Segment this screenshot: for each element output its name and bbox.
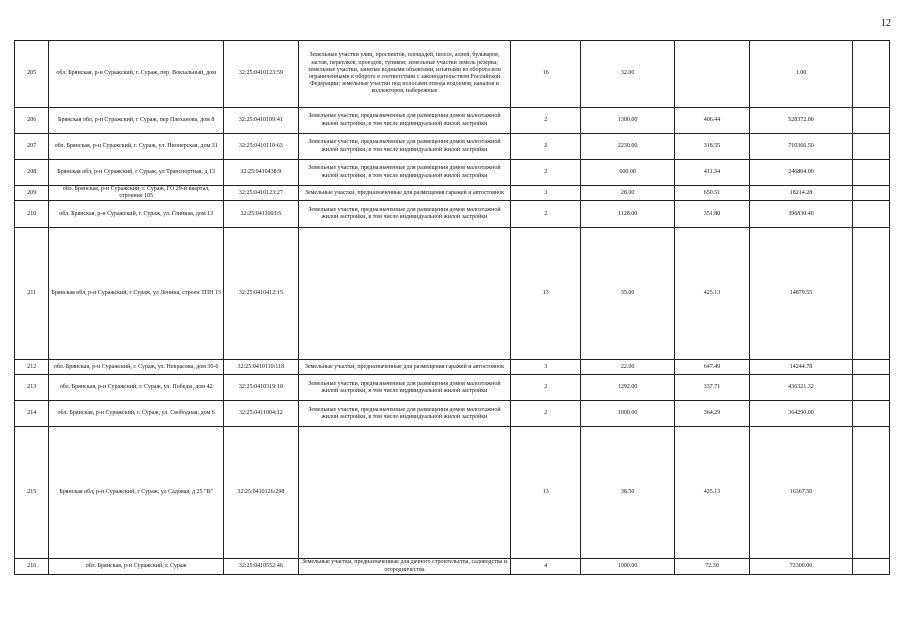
value-cell: 406.44: [675, 108, 750, 134]
rate-cell: 1128.00: [581, 201, 675, 228]
cadastral-number-cell: 32:25:0410319:10: [223, 375, 298, 401]
quantity-cell: 2: [511, 201, 581, 228]
rate-cell: 600.00: [581, 160, 675, 186]
rate-cell: 22.00: [581, 360, 675, 375]
sum-cell: 246804.00: [749, 160, 852, 186]
quantity-cell: 13: [511, 427, 581, 559]
empty-cell: [853, 360, 890, 375]
address-cell: Брянская обл, р-н Суражский, г Сураж, ул Транспортная, д 13: [49, 160, 224, 186]
row-number: 213: [15, 375, 49, 401]
address-cell: обл. Брянская, р-н Суражский, г. Сураж: [49, 559, 224, 574]
sum-cell: 72300.00: [749, 559, 852, 574]
value-cell: 364.29: [675, 401, 750, 427]
address-cell: обл. Брянская, р-н Суражский, г. Сураж, ул. Победы, дом 42: [49, 375, 224, 401]
quantity-cell: 3: [511, 360, 581, 375]
table-row: [15, 201, 890, 228]
rate-cell: 1000.00: [581, 401, 675, 427]
land-use-cell: [298, 228, 511, 360]
land-registry-table: [14, 40, 890, 575]
table-row: [15, 108, 890, 134]
row-number: 208: [15, 160, 49, 186]
rate-cell: 32.00: [581, 41, 675, 108]
land-use-cell: Земельные участки, предназначенные для размещения гаражей и автостоянок: [298, 360, 511, 375]
sum-cell: 16367.50: [749, 427, 852, 559]
table-row: [15, 559, 890, 574]
row-number: 216: [15, 559, 49, 574]
cadastral-number-cell: 32:25:0410552:46: [223, 559, 298, 574]
cadastral-number-cell: 32:25:0410110:118: [223, 360, 298, 375]
empty-cell: [853, 559, 890, 574]
land-use-cell: Земельные участки, предназначенные для дачного строительства, садоводства и огородничества: [298, 559, 511, 574]
row-number: 212: [15, 360, 49, 375]
empty-cell: [853, 108, 890, 134]
empty-cell: [853, 160, 890, 186]
table-row: [15, 375, 890, 401]
sum-cell: 18214.28: [749, 186, 852, 201]
rate-cell: 1000.00: [581, 559, 675, 574]
land-use-cell: Земельные участки, предназначенные для размещения домов малоэтажной жилой застройки, в том числе индивидуальной жилой застройки: [298, 401, 511, 427]
empty-cell: [853, 134, 890, 160]
row-number: 211: [15, 228, 49, 360]
land-use-cell: Земельные участки, предназначенные для размещения домов малоэтажной жилой застройки, в том числе индивидуальной жилой застройки: [298, 108, 511, 134]
rate-cell: 28.00: [581, 186, 675, 201]
sum-cell: 436321.32: [749, 375, 852, 401]
quantity-cell: 16: [511, 41, 581, 108]
land-use-cell: Земельные участки, предназначенные для размещения гаражей и автостоянок: [298, 186, 511, 201]
cadastral-number-cell: 32:25:0410126:298: [223, 427, 298, 559]
sum-cell: 710366.50: [749, 134, 852, 160]
row-number: 205: [15, 41, 49, 108]
value-cell: 647.49: [675, 360, 750, 375]
sum-cell: 14879.55: [749, 228, 852, 360]
quantity-cell: 2: [511, 108, 581, 134]
table-row: [15, 228, 890, 360]
rate-cell: 38.50: [581, 427, 675, 559]
address-cell: обл. Брянская, р-н Суражский, г. Сураж, ул. Пионерская, дом 31: [49, 134, 224, 160]
value-cell: 650.51: [675, 186, 750, 201]
value-cell: 351.80: [675, 201, 750, 228]
cadastral-number-cell: 32:25:0411004:12: [223, 401, 298, 427]
address-cell: обл. Брянская, р-н Суражский, г. Сураж, ул. Некрасова, дом 30-б: [49, 360, 224, 375]
address-cell: обл. Брянская, р-н Суражский, г. Сураж, пер. Вокзальный, дом: [49, 41, 224, 108]
cadastral-number-cell: 32:25:0410110:63: [223, 134, 298, 160]
address-cell: Брянская обл, р-н Суражский, г Сураж, пер Плеханова, дом 8: [49, 108, 224, 134]
sum-cell: 1.00: [749, 41, 852, 108]
address-cell: обл. Брянская, р-н Суражский, г. Сураж, ул. Глинная, дом 13: [49, 201, 224, 228]
land-use-cell: Земельные участки, предназначенные для размещения домов малоэтажной жилой застройки, в том числе индивидуальной жилой застройки: [298, 134, 511, 160]
table-row: [15, 41, 890, 108]
quantity-cell: 4: [511, 559, 581, 574]
land-use-cell: Земельные участки улиц, проспектов, площадей, шоссе, аллей, бульваров, застав, переулков, проездов, тупиков; земельные участки земель резерва; земельные участки, занятые водными объектами, изъятыми из оборота или ограниченными в обороте в соответствии с законодательством Российской Федерации; земельные участки под полосами отвода водоемов, каналов и коллекторов, набережные: [298, 41, 511, 108]
empty-cell: [853, 228, 890, 360]
land-use-cell: Земельные участки, предназначенные для размещения домов малоэтажной жилой застройки, в том числе индивидуальной жилой застройки: [298, 160, 511, 186]
quantity-cell: 2: [511, 160, 581, 186]
value-cell: [675, 41, 750, 108]
value-cell: 72.30: [675, 559, 750, 574]
land-use-cell: Земельные участки, предназначенные для размещения домов малоэтажной жилой застройки, в том числе индивидуальной жилой застройки: [298, 201, 511, 228]
sum-cell: 364290.00: [749, 401, 852, 427]
row-number: 207: [15, 134, 49, 160]
cadastral-number-cell: 32:25:0410123:59: [223, 41, 298, 108]
row-number: 206: [15, 108, 49, 134]
table-body: [15, 41, 890, 575]
value-cell: 425.13: [675, 427, 750, 559]
cadastral-number-cell: 32:25:0410412:15: [223, 228, 298, 360]
value-cell: 337.71: [675, 375, 750, 401]
table-row: [15, 360, 890, 375]
cadastral-number-cell: 32:25:0410438:9: [223, 160, 298, 186]
rate-cell: 2230.00: [581, 134, 675, 160]
empty-cell: [853, 41, 890, 108]
sum-cell: 396830.40: [749, 201, 852, 228]
address-cell: Брянская обл, р-н Суражский, г Сураж, ул Садовая, д 25 "В": [49, 427, 224, 559]
row-number: 214: [15, 401, 49, 427]
address-cell: Брянская обл, р-н Суражский, г Сураж, ул Ленина, строен ТПН 13: [49, 228, 224, 360]
empty-cell: [853, 201, 890, 228]
value-cell: 425.13: [675, 228, 750, 360]
cadastral-number-cell: 32:25:0410123:27: [223, 186, 298, 201]
address-cell: обл. Брянская, р-н Суражский, г. Сураж, ул. Свободная, дом 6: [49, 401, 224, 427]
row-number: 215: [15, 427, 49, 559]
empty-cell: [853, 375, 890, 401]
rate-cell: 35.00: [581, 228, 675, 360]
quantity-cell: 2: [511, 375, 581, 401]
empty-cell: [853, 401, 890, 427]
sum-cell: 14244.78: [749, 360, 852, 375]
table-row: [15, 401, 890, 427]
land-use-cell: Земельные участки, предназначенные для размещения домов малоэтажной жилой застройки, в том числе индивидуальной жилой застройки: [298, 375, 511, 401]
sum-cell: 528372.00: [749, 108, 852, 134]
quantity-cell: 3: [511, 186, 581, 201]
quantity-cell: 2: [511, 401, 581, 427]
land-use-cell: [298, 427, 511, 559]
row-number: 209: [15, 186, 49, 201]
table-row: [15, 427, 890, 559]
rate-cell: 1300.00: [581, 108, 675, 134]
table-row: [15, 134, 890, 160]
value-cell: 411.34: [675, 160, 750, 186]
row-number: 210: [15, 201, 49, 228]
table-row: [15, 160, 890, 186]
cadastral-number-cell: 32:25:0411003:5: [223, 201, 298, 228]
rate-cell: 1292.00: [581, 375, 675, 401]
cadastral-number-cell: 32:25:0410109:41: [223, 108, 298, 134]
quantity-cell: 2: [511, 134, 581, 160]
address-cell: обл. Брянская, р-н Суражский, г. Сураж, ГО 29-й квартал, строение 105: [49, 186, 224, 201]
value-cell: 318.55: [675, 134, 750, 160]
empty-cell: [853, 186, 890, 201]
table-row: [15, 186, 890, 201]
quantity-cell: 13: [511, 228, 581, 360]
empty-cell: [853, 427, 890, 559]
page-number: 12: [881, 18, 891, 29]
